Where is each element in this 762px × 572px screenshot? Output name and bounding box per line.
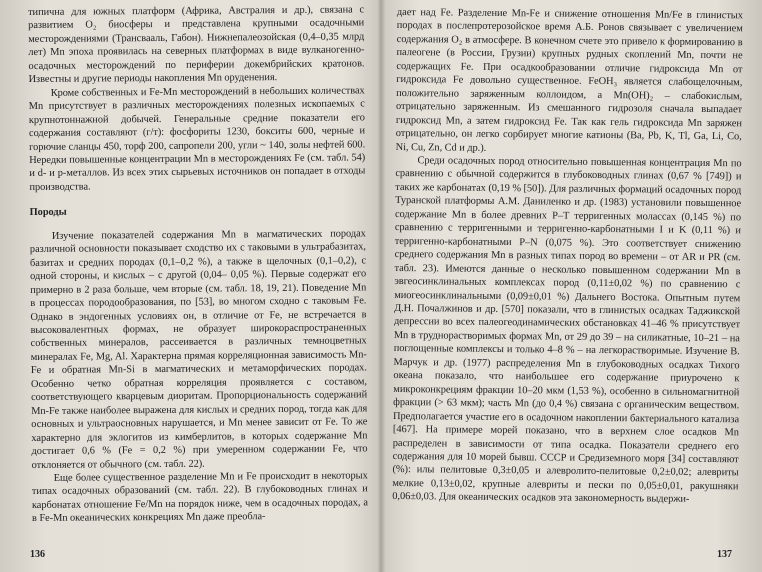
paragraph: Среди осадочных пород относительно повышенная концентрация Mn по сравнению с обычной содержится в глубоководных глинах (0,67 % [749]) и таких же карбонатах (0,19 % [50]). Для различных формаций осадочных пород Туранской платформы А.М. Даниленко и др. (1983) установили повышенное содержание Mn в более древних P–T терригенных молассах (0,145 %) по сравнению с терригенными и терригенно-карбонатными I и K (0,11 %) и терригенно-карбонатными P–N (0,075 %). Это соответствует снижению среднего содержания Mn в разных типах пород во времени – от AR и PR (см. табл. 23). Имеются данные о несколько повышенном содержании Mn в эвгеосинклинальных комплексах пород (0,11±0,02 %) по сравнению с миогеосинклинальными (0,09±0,01 %) Дальнего Востока. Опытным путем Д.Н. Почалжинов и др. [570] показали, что в глинистых осадках Таджикской депрессии во всех палеогеодинамических обстановках 41–46 % присутствует Mn в труднорастворимых формах Mn, от 29 до 39 – на силикатные, 10–21 – на поглощенные комплексы и только 4–8 % – на легкорастворимые. Изучение В. Марчук и др. (1977) распределения Mn в глубоководных осадках Тихого океана показало, что наибольшее его содержание приурочено к микроконкрециям фракции 10–20 мкм (1,53 %), особенно в сильномагнитной фракции (> 63 мкм); часть Mn (до 0,4 %) связана с органическим веществом. Предполагается участие его в осадочном накоплении бактериального катализа [467]. На примере морей показано, что в верхнем слое осадков Mn распределен в зависимости от типа осадка. Показатели среднего его содержания для 10 морей бывш. СССР и Средиземного моря [34] составляют (%): илы пелитовые 0,3±0,05 и алевролито-пелитовые 0,2±0,02; алевриты мелкие 0,13±0,02, крупные алевриты и пески по 0,05±0,01, ракушняки 0,06±0,03. Для океанических осадков эта закономерность выдержи- <box>392 155 742 506</box>
page-number: 136 <box>30 549 45 560</box>
paragraph: дает над Fe. Разделение Mn-Fe и снижение отношения Mn/Fe в глинистых породах в послепротерозойское время А.Б. Ронов связывает с увеличением содержания O₂ в атмосфере. В конечном счете это привело к формированию в палеогене (в России, Грузии) крупных рудных скоплений Mn, почти не содержащих Fe. При осадкообразовании отличие гидроксида Mn от гидроксида Fe довольно существенное. FeOH₃ является слабощелочным, положительно заряженным коллоидом, а Mn(OH)₂ – слабокислым, отрицательно заряженным. Из смешанного гидрозоля сначала выпадает гидроксид Mn, а затем гидроксид Fe. Так как гель гидроксида Mn заряжен отрицательно, он легко сорбирует многие катионы (Ba, Pb, K, Tl, Ga, Li, Co, Ni, Cu, Zn, Cd и др.). <box>395 6 743 154</box>
paragraph: Еще более существенное разделение Mn и Fe происходит в некоторых типах осадочных образований (см. табл. 22). В глубоководных глинах и карбонатах отношение Fe/Mn на порядок ниже, чем в осадочных породах, а в Fe-Mn океанических конкрециях Mn даже преобла- <box>31 470 368 525</box>
paragraph: типична для южных платформ (Африка, Австралия и др.), связана с развитием O₂ биосферы и представлена крупными осадочными месторождениями (Трансвааль, Габон). Нижнепалеозойская (0,4–0,35 млрд лет) Mn эпоха проявилась на северных платформах в виде вулканогенно-осадочных месторождений по периферии докембрийских кратонов. Известны и другие периоды накопления Mn оруденения. <box>28 4 365 86</box>
paragraph: Изучение показателей содержания Mn в магматических породах различной основности показывает сходство их с таковыми в ультрабазитах, базитах и средних породах (0,1–0,2 %), а также в щелочных (0,1–0,2), с одной стороны, и кислых – с другой (0,04– 0,05 %). Первые содержат его примерно в 2 раза больше, чем вторые (см. табл. 18, 19, 21). Поведение Mn в процессах породообразования, по [53], во многом сходно с таковым Fe. Однако в эндогенных условиях он, в отличие от Fe, не встречается в высоковалентных формах, не образует широкораспространенных собственных минералов, рассеивается в различных темноцветных минералах Fe, Mg, Al. Характерна прямая корреляционная зависимость Mn-Fe и обратная Mn-Si в магматических и метаморфических породах. Особенно четко обратная корреляция проявляется с составом, соответствующего кварцевым диоритам. Пропорциональность содержаний Mn-Fe также наиболее выражена для кислых и средних пород, тогда как для основных и ультраосновных нарушается, и Mn менее зависит от Fe. То же характерно для эклогитов из кимберлитов, в которых содержание Mn достигает 0,6 % (Fe = 0,2 %) при умеренном содержании Fe, что отклоняется от обычного (см. табл. 22). <box>29 228 368 471</box>
right-page-text <box>392 6 743 507</box>
left-page-text <box>28 3 368 525</box>
right-page <box>381 0 762 572</box>
paragraph: Кроме собственных и Fe-Mn месторождений в небольших количествах Mn присутствует в различных месторождениях полезных ископаемых с крупнотоннажной добычей. Генеральные средние показатели его содержания составляют (г/т): фосфориты 1230, бокситы 600, черные и горючие сланцы 450, торф 200, сапропели 200, угли ~ 140, золы нефтей 600. Нередки повышенные концентрации Mn в месторождениях Fe (см. табл. 54) и d- и p-металлов. Из всех этих сырьевых источников он попадает в отходы производства. <box>28 85 366 193</box>
page-number: 137 <box>717 549 732 560</box>
section-heading: Породы <box>29 207 67 219</box>
